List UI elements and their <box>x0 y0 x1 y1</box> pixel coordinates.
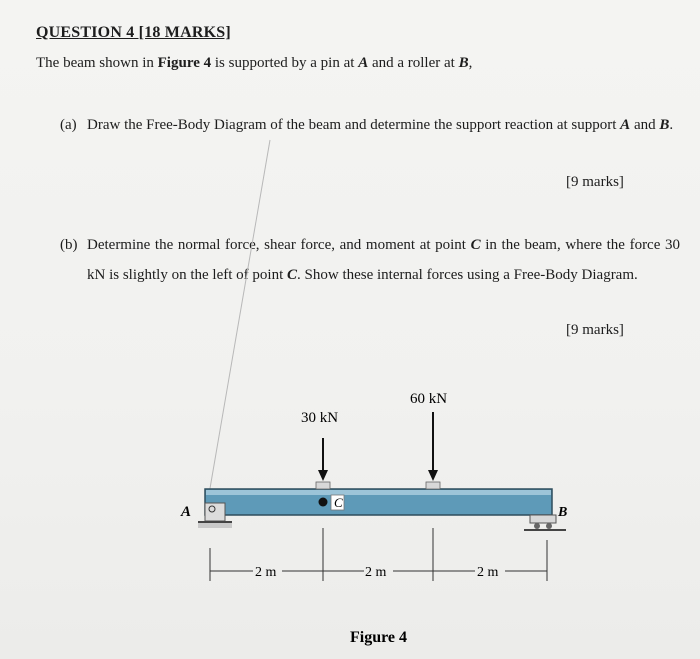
intro-figure-ref: Figure 4 <box>157 55 212 71</box>
beam <box>205 489 552 515</box>
intro-text-3: and a roller at <box>368 55 459 71</box>
part-b-label: (b) <box>60 237 78 253</box>
roller-wheel-right <box>546 523 552 529</box>
span-label-3: 2 m <box>477 565 499 580</box>
roller-block <box>530 515 556 523</box>
question-heading: QUESTION 4 [18 MARKS] <box>36 24 231 41</box>
part-b-text-1: Determine the normal force, shear force, and moment at point <box>87 237 471 253</box>
part-a-text-3: . <box>669 117 674 133</box>
pin-ground-hatch <box>198 523 232 528</box>
load-60kn-arrowhead-icon <box>428 470 438 481</box>
load-60kn <box>426 412 440 489</box>
span-label-2: 2 m <box>365 565 387 580</box>
intro-text-1: The beam shown in <box>36 55 158 71</box>
load-60kn-label: 60 kN <box>410 391 448 407</box>
support-a-label: A <box>181 504 192 520</box>
pin-block <box>205 503 225 521</box>
load-30kn-plate <box>316 482 330 489</box>
intro-point-b: B <box>458 55 469 71</box>
beam-top-highlight <box>206 490 551 495</box>
part-a-text-1: Draw the Free-Body Diagram of the beam and determine the support reaction at support <box>87 117 621 133</box>
intro-text-4: , <box>468 55 473 71</box>
load-60kn-plate <box>426 482 440 489</box>
point-c-label: C <box>334 495 343 510</box>
part-b-marks: [9 marks] <box>566 322 624 338</box>
part-a-label: (a) <box>60 117 77 133</box>
part-a-text-2: and <box>630 117 660 133</box>
part-a-point-b: B <box>659 117 670 133</box>
point-c-dot <box>319 498 328 507</box>
part-b-point-c: C <box>470 237 481 253</box>
part-b-text-2: in the beam, where the force 30 kN is slightly on the left of point <box>87 237 680 283</box>
part-a-point-a: A <box>620 117 631 133</box>
support-b-label: B <box>558 505 568 520</box>
intro-text-2: is supported by a pin at <box>211 55 359 71</box>
figure-caption: Figure 4 <box>350 629 408 646</box>
span-label-1: 2 m <box>255 565 277 580</box>
load-30kn-label: 30 kN <box>301 410 339 426</box>
part-a-marks: [9 marks] <box>566 174 624 190</box>
part-b-text-3: . Show these internal forces using a Free-Body Diagram. <box>297 267 638 283</box>
load-30kn <box>316 438 330 489</box>
intro-point-a: A <box>358 55 369 71</box>
pen-mark <box>208 140 270 500</box>
load-30kn-arrowhead-icon <box>318 470 328 481</box>
part-b-point-c2: C <box>287 267 298 283</box>
roller-wheel-left <box>534 523 540 529</box>
